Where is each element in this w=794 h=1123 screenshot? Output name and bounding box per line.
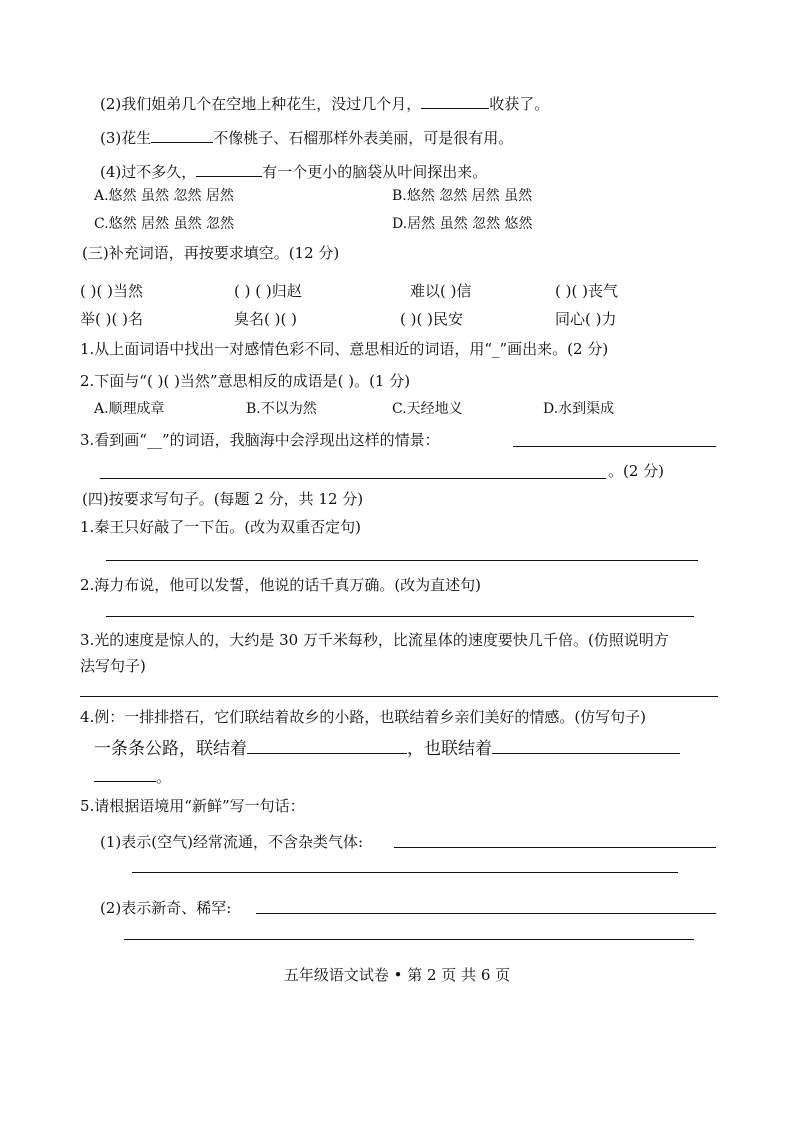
section-4-q5-2: (2)表示新奇、稀罕: bbox=[100, 899, 232, 917]
word-blank-6[interactable]: 臭名( )( ) bbox=[234, 310, 297, 328]
word-blank-5[interactable]: 举( )( )名 bbox=[80, 310, 143, 328]
question-2-3 bbox=[100, 126, 513, 148]
section-4-q3-cont: 法写句子) bbox=[80, 657, 146, 675]
question-2-2 bbox=[100, 92, 549, 114]
answer-line[interactable] bbox=[513, 446, 716, 447]
answer-blank[interactable] bbox=[151, 126, 213, 143]
s3-option-b[interactable]: B.不以为然 bbox=[246, 401, 317, 417]
fill-text: ，也联结着 bbox=[407, 739, 492, 759]
section-4-q4: 4.例：一排排搭石，它们联结着故乡的小路，也联结着乡亲们美好的情感。(仿写句子) bbox=[80, 708, 647, 726]
section-3-title: (三)补充词语，再按要求填空。(12 分) bbox=[82, 244, 340, 262]
answer-blank[interactable] bbox=[492, 735, 680, 754]
section-3-q3-score: 。(2 分) bbox=[608, 462, 665, 480]
s3-option-c[interactable]: C.天经地义 bbox=[392, 401, 463, 417]
answer-line[interactable] bbox=[124, 939, 694, 940]
section-4-q1: 1.秦王只好敲了一下缶。(改为双重否定句) bbox=[80, 518, 362, 536]
section-4-q4-fill bbox=[94, 735, 680, 759]
word-blank-4[interactable]: ( )( )丧气 bbox=[555, 282, 618, 300]
answer-line[interactable] bbox=[256, 913, 716, 914]
s3-option-a[interactable]: A.顺理成章 bbox=[94, 401, 165, 417]
section-3-q1: 1.从上面词语中找出一对感情色彩不同、意思相近的词语，用“_”画出来。(2 分) bbox=[80, 340, 609, 358]
answer-blank[interactable] bbox=[94, 765, 156, 782]
section-3-q2: 2.下面与“( )( )当然”意思相反的成语是( )。(1 分) bbox=[80, 372, 411, 390]
word-blank-1[interactable]: ( )( )当然 bbox=[80, 282, 143, 300]
question-text: (2)我们姐弟几个在空地上种花生，没过几个月， bbox=[100, 95, 422, 113]
question-text: 收获了。 bbox=[489, 95, 550, 113]
answer-line[interactable] bbox=[132, 872, 678, 873]
fill-text: 。 bbox=[156, 768, 172, 786]
word-blank-2[interactable]: ( ) ( )归赵 bbox=[234, 282, 302, 300]
section-4-q5: 5.请根据语境用“新鲜”写一句话： bbox=[80, 797, 305, 815]
section-4-q5-1: (1)表示(空气)经常流通，不含杂类气体: bbox=[100, 833, 364, 851]
s3-option-d[interactable]: D.水到渠成 bbox=[543, 401, 615, 417]
answer-blank[interactable] bbox=[247, 735, 407, 754]
answer-line[interactable] bbox=[394, 847, 716, 848]
word-blank-7[interactable]: ( )( )民安 bbox=[400, 310, 463, 328]
answer-line[interactable] bbox=[106, 616, 694, 617]
option-a[interactable]: A.悠然 虽然 忽然 居然 bbox=[94, 188, 234, 204]
option-c[interactable]: C.悠然 居然 虽然 忽然 bbox=[94, 216, 235, 232]
section-4-title: (四)按要求写句子。(每题 2 分，共 12 分) bbox=[82, 490, 364, 508]
question-text: 不像桃子、石榴那样外表美丽，可是很有用。 bbox=[213, 129, 514, 147]
section-3-q3: 3.看到画“__”的词语，我脑海中会浮现出这样的情景： bbox=[80, 431, 440, 449]
answer-line[interactable] bbox=[80, 696, 718, 697]
word-blank-3[interactable]: 难以( )信 bbox=[410, 282, 472, 300]
page-footer: 五年级语文试卷 • 第 2 页 共 6 页 bbox=[283, 966, 511, 984]
answer-blank[interactable] bbox=[196, 160, 262, 177]
question-text: (4)过不多久， bbox=[100, 163, 197, 181]
question-2-4 bbox=[100, 160, 487, 182]
question-text: 有一个更小的脑袋从叶间探出来。 bbox=[262, 163, 488, 181]
option-d[interactable]: D.居然 虽然 忽然 悠然 bbox=[392, 216, 533, 232]
answer-line[interactable] bbox=[106, 560, 698, 561]
answer-line[interactable] bbox=[100, 478, 606, 479]
question-text: (3)花生 bbox=[100, 129, 152, 147]
option-b[interactable]: B.悠然 忽然 居然 虽然 bbox=[392, 188, 533, 204]
section-4-q3: 3.光的速度是惊人的，大约是 30 万千米每秒，比流星体的速度要快几千倍。(仿照说明方 bbox=[80, 631, 669, 649]
word-blank-8[interactable]: 同心( )力 bbox=[555, 310, 617, 328]
answer-blank[interactable] bbox=[421, 92, 489, 109]
fill-text: 一条条公路，联结着 bbox=[94, 739, 247, 759]
section-4-q4-end bbox=[94, 765, 171, 787]
section-4-q2: 2.海力布说，他可以发誓，他说的话千真万确。(改为直述句) bbox=[80, 576, 482, 594]
